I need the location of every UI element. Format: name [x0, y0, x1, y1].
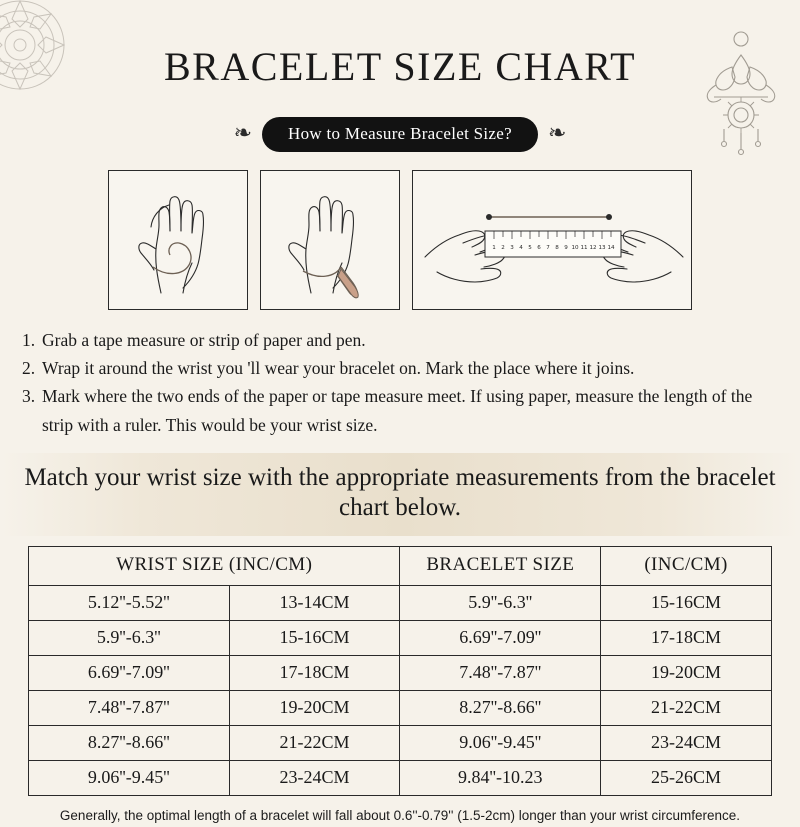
- cell-bracelet-inch: 9.06''-9.45'': [400, 725, 601, 760]
- cell-bracelet-cm: 17-18CM: [601, 620, 772, 655]
- subtitle-row: [0, 117, 800, 152]
- svg-text:2: 2: [501, 244, 505, 251]
- cell-bracelet-inch: 6.69''-7.09'': [400, 620, 601, 655]
- cell-wrist-cm: 17-18CM: [229, 655, 400, 690]
- table-row: [29, 690, 772, 725]
- table-header-wrist: WRIST SIZE (INC/CM): [29, 546, 400, 585]
- cell-wrist-inch: 5.12''-5.52'': [29, 585, 230, 620]
- step-number: 1.: [22, 329, 36, 350]
- step-text: Wrap it around the wrist you 'll wear your bracelet on. Mark the place where it joins.: [42, 357, 635, 378]
- subtitle-pill: How to Measure Bracelet Size?: [262, 117, 538, 152]
- svg-text:6: 6: [537, 244, 541, 251]
- svg-text:5: 5: [528, 244, 532, 251]
- svg-text:11: 11: [580, 244, 588, 251]
- cell-wrist-cm: 13-14CM: [229, 585, 400, 620]
- svg-text:8: 8: [555, 244, 559, 251]
- illustration-row: [0, 170, 800, 310]
- cell-bracelet-cm: 15-16CM: [601, 585, 772, 620]
- cell-wrist-inch: 9.06''-9.45'': [29, 760, 230, 795]
- cell-bracelet-inch: 9.84''-10.23: [400, 760, 601, 795]
- cell-wrist-cm: 15-16CM: [229, 620, 400, 655]
- step-text: Mark where the two ends of the paper or tape measure meet. If using paper, measure the length of the strip with a ruler. This would be your wrist size.: [42, 386, 753, 435]
- table-header-bracelet: BRACELET SIZE: [400, 546, 601, 585]
- cell-bracelet-cm: 19-20CM: [601, 655, 772, 690]
- svg-text:7: 7: [546, 244, 550, 251]
- flourish-right-icon: ❧: [547, 121, 567, 147]
- cell-bracelet-cm: 21-22CM: [601, 690, 772, 725]
- svg-text:9: 9: [564, 244, 568, 251]
- svg-text:12: 12: [589, 244, 597, 251]
- size-table: [28, 546, 772, 796]
- step-number: 3.: [22, 386, 36, 407]
- cell-wrist-inch: 7.48''-7.87'': [29, 690, 230, 725]
- band-heading: Match your wrist size with the appropriate measurements from the bracelet chart below.: [0, 453, 800, 536]
- cell-bracelet-inch: 8.27''-8.66'': [400, 690, 601, 725]
- table-row: [29, 760, 772, 795]
- table-header-row: [29, 546, 772, 585]
- illustration-hands-ruler-3: [412, 170, 692, 310]
- size-table-wrapper: [0, 536, 800, 796]
- cell-wrist-inch: 8.27''-8.66'': [29, 725, 230, 760]
- step-text: Grab a tape measure or strip of paper and pen.: [42, 329, 366, 350]
- cell-bracelet-cm: 23-24CM: [601, 725, 772, 760]
- cell-wrist-cm: 23-24CM: [229, 760, 400, 795]
- flourish-left-icon: ❧: [233, 121, 253, 147]
- cell-bracelet-inch: 7.48''-7.87'': [400, 655, 601, 690]
- footnote: Generally, the optimal length of a bracelet will fall about 0.6''-0.79'' (1.5-2cm) longer than your wrist circumference.: [59, 807, 741, 823]
- illustration-hand-paper-2: [260, 170, 400, 310]
- cell-wrist-cm: 19-20CM: [229, 690, 400, 725]
- table-header-bracelet-unit: (INC/CM): [601, 546, 772, 585]
- cell-wrist-inch: 5.9''-6.3'': [29, 620, 230, 655]
- svg-text:10: 10: [571, 244, 579, 251]
- page-title: BRACELET SIZE CHART: [163, 43, 637, 89]
- cell-wrist-inch: 6.69''-7.09'': [29, 655, 230, 690]
- step-item: [22, 326, 778, 354]
- svg-text:1: 1: [492, 244, 496, 251]
- table-row: [29, 585, 772, 620]
- step-item: [22, 354, 778, 382]
- table-row: [29, 655, 772, 690]
- steps-list: [22, 326, 778, 439]
- cell-wrist-cm: 21-22CM: [229, 725, 400, 760]
- svg-text:13: 13: [598, 244, 606, 251]
- illustration-hand-tape-1: [108, 170, 248, 310]
- svg-text:14: 14: [607, 244, 615, 251]
- cell-bracelet-inch: 5.9''-6.3'': [400, 585, 601, 620]
- step-item: [22, 382, 778, 439]
- table-row: [29, 725, 772, 760]
- table-row: [29, 620, 772, 655]
- cell-bracelet-cm: 25-26CM: [601, 760, 772, 795]
- svg-text:4: 4: [519, 244, 523, 251]
- step-number: 2.: [22, 357, 36, 378]
- svg-text:3: 3: [510, 244, 514, 251]
